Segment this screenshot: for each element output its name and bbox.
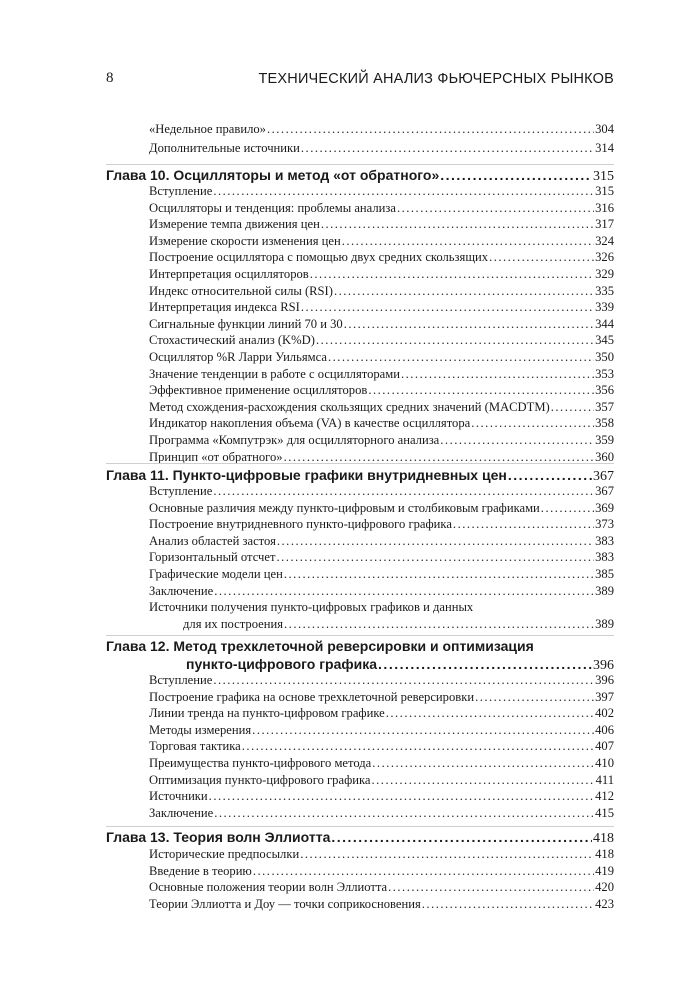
toc-entry-page: 406 <box>595 722 614 737</box>
toc-entry-page: 356 <box>595 383 614 398</box>
toc-entry-page: 415 <box>595 805 614 820</box>
toc-entry-page: 316 <box>595 200 614 215</box>
toc-entry <box>149 234 614 250</box>
toc-entry-title: Значение тенденции в работе с осцилляторами <box>149 366 400 381</box>
dot-leader <box>284 567 594 582</box>
dot-leader <box>284 617 594 632</box>
dot-leader <box>301 141 594 156</box>
toc-entry-title: Вступление <box>149 484 213 498</box>
toc-entry-title: Глава 11. Пункто-цифровые графики внутридневных цен <box>106 467 507 483</box>
toc-entry-title: Измерение скорости изменения цен <box>149 233 341 248</box>
dot-leader <box>453 517 594 532</box>
toc-entry <box>149 416 614 432</box>
dot-leader <box>508 467 592 483</box>
dot-leader <box>397 201 594 216</box>
dot-leader <box>372 773 595 788</box>
toc-entry <box>149 806 614 822</box>
toc-entry <box>149 484 614 500</box>
dot-leader <box>489 250 594 265</box>
toc-entry-page: 389 <box>595 583 614 598</box>
dot-leader <box>301 300 594 315</box>
toc-entry-page: 396 <box>595 673 614 687</box>
toc-entry-page: 418 <box>595 847 614 861</box>
toc-entry-title: Принцип «от обратного» <box>149 449 283 464</box>
toc-entry-title: Стохастический анализ (K%D) <box>149 333 315 348</box>
toc-entry-title: для их построения <box>183 616 284 631</box>
toc-entry-page: 396 <box>593 658 614 673</box>
toc-entry <box>149 567 614 583</box>
toc-entry <box>149 184 614 200</box>
toc-entry <box>149 880 614 896</box>
dot-leader <box>471 416 594 431</box>
toc-entry-page: 389 <box>595 616 614 631</box>
toc-entry-page: 350 <box>595 350 614 364</box>
toc-entry-title: Интерпретация осцилляторов <box>149 267 309 281</box>
page-number: 8 <box>106 70 114 86</box>
toc-entry <box>149 333 614 349</box>
section-divider <box>106 826 614 827</box>
toc-entry-title: Дополнительные источники <box>149 141 300 155</box>
dot-leader <box>368 383 594 398</box>
toc-entry-title: Построение графика на основе трехклеточной реверсировки <box>149 689 475 704</box>
dot-leader <box>422 897 594 912</box>
dot-leader <box>475 690 594 705</box>
toc-entry-title: Глава 12. Метод трехклеточной реверсировки и оптимизация <box>106 638 534 654</box>
toc-entry-page: 360 <box>595 449 614 464</box>
dot-leader <box>372 756 594 771</box>
dot-leader <box>213 484 594 499</box>
toc-entry <box>149 383 614 399</box>
toc-entry <box>149 690 614 706</box>
toc-entry-page: 423 <box>595 896 614 911</box>
toc-entry-title: Теории Эллиотта и Доу — точки соприкосновения <box>149 896 421 911</box>
toc-entry-title: Построение осциллятора с помощью двух средних скользящих <box>149 250 489 265</box>
toc-entry <box>149 122 614 138</box>
toc-entry-page: 373 <box>595 517 614 532</box>
dot-leader <box>213 184 594 199</box>
toc-entry-page: 412 <box>595 789 614 804</box>
toc-entry-title: Анализ областей застоя <box>149 533 276 548</box>
dot-leader <box>213 673 594 688</box>
toc-entry <box>149 317 614 333</box>
dot-leader <box>252 723 594 738</box>
toc-entry <box>149 789 614 805</box>
toc-entry-title: Горизонтальный отсчет <box>149 550 276 565</box>
toc-entry-page: 407 <box>595 739 614 754</box>
toc-entry <box>149 600 473 615</box>
toc-entry-page: 359 <box>595 433 614 447</box>
toc-entry <box>149 534 614 550</box>
toc-entry <box>149 897 614 913</box>
toc-entry-title: Исторические предпосылки <box>149 847 300 861</box>
toc-entry-page: 353 <box>595 366 614 381</box>
toc-entry-page: 304 <box>595 122 614 136</box>
toc-entry-title: Источники <box>149 789 208 804</box>
dot-leader <box>328 350 594 365</box>
toc-entry-title: Методы измерения <box>149 722 252 737</box>
toc-entry <box>149 773 614 789</box>
toc-entry-page: 397 <box>595 689 614 704</box>
toc-entry-title: Торговая тактика <box>149 739 241 754</box>
section-divider <box>106 164 614 165</box>
toc-entry-title: Графические модели цен <box>149 567 283 581</box>
toc-entry-title: пункто-цифрового графика <box>186 656 378 672</box>
toc-entry-title: Осцилляторы и тенденция: проблемы анализа <box>149 200 396 215</box>
dot-leader <box>378 656 592 672</box>
toc-entry-page: 326 <box>595 250 614 265</box>
chapter-heading <box>106 638 614 656</box>
toc-entry <box>149 847 614 863</box>
page-header <box>106 70 614 90</box>
dot-leader <box>253 864 594 879</box>
toc-entry <box>149 217 614 233</box>
toc-entry-title: Программа «Компутрэк» для осцилляторного анализа <box>149 433 440 447</box>
dot-leader <box>331 829 592 845</box>
toc-entry <box>183 617 614 632</box>
toc-entry-title: Построение внутридневного пункто-цифрового графика <box>149 517 452 532</box>
toc-entry <box>149 250 614 266</box>
toc-entry <box>149 400 614 416</box>
toc-entry <box>149 584 614 600</box>
toc-entry <box>149 517 614 533</box>
toc-entry-page: 367 <box>595 484 614 498</box>
toc-entry-page: 335 <box>595 283 614 298</box>
toc-entry <box>149 267 614 283</box>
toc-entry-page: 369 <box>595 500 614 515</box>
toc-entry-title: Заключение <box>149 583 214 598</box>
running-title: ТЕХНИЧЕСКИЙ АНАЛИЗ ФЬЮЧЕРСНЫХ РЫНКОВ <box>258 71 614 87</box>
toc-entry-page: 345 <box>595 333 614 348</box>
dot-leader <box>344 317 594 332</box>
toc-entry-page: 324 <box>595 233 614 248</box>
dot-leader <box>541 501 594 516</box>
dot-leader <box>267 122 594 137</box>
dot-leader <box>209 789 594 804</box>
dot-leader <box>334 284 594 299</box>
dot-leader <box>214 584 594 599</box>
toc-entry <box>149 739 614 755</box>
toc-entry <box>149 723 614 739</box>
toc-entry <box>149 550 614 566</box>
toc-entry <box>149 141 614 157</box>
chapter-heading <box>106 829 614 847</box>
toc-entry-page: 402 <box>595 706 614 721</box>
dot-leader <box>277 534 594 549</box>
toc-entry-title: Преимущества пункто-цифрового метода <box>149 756 372 770</box>
section-divider <box>106 463 614 464</box>
toc-entry-page: 329 <box>595 267 614 281</box>
toc-entry-page: 383 <box>595 533 614 548</box>
toc-entry-title: «Недельное правило» <box>149 122 266 136</box>
toc-entry-page: 385 <box>595 567 614 581</box>
toc-entry <box>149 350 614 366</box>
dot-leader <box>386 706 594 721</box>
toc-entry-title: Осциллятор %R Ларри Уильямса <box>149 350 327 364</box>
toc-entry-page: 383 <box>595 550 614 565</box>
chapter-heading <box>106 467 614 485</box>
toc-entry-page: 339 <box>595 300 614 315</box>
dot-leader <box>321 217 594 232</box>
toc-entry-title: Сигнальные функции линий 70 и 30 <box>149 316 343 331</box>
dot-leader <box>440 167 592 183</box>
dot-leader <box>276 550 594 565</box>
dot-leader <box>316 333 594 348</box>
toc-entry-page: 344 <box>595 316 614 331</box>
section-divider <box>106 635 614 636</box>
toc-entry-title: Оптимизация пункто-цифрового графика <box>149 772 371 787</box>
toc-entry-title: Индикатор накопления объема (VA) в качестве осциллятора <box>149 416 471 431</box>
toc-entry <box>149 300 614 316</box>
toc-entry-title: Основные различия между пункто-цифровым и столбиковым графиками <box>149 500 540 515</box>
toc-entry-title: Вступление <box>149 184 213 198</box>
toc-entry-page: 419 <box>595 863 614 878</box>
toc-entry-page: 418 <box>593 831 614 846</box>
toc-entry-title: Эффективное применение осцилляторов <box>149 383 368 398</box>
toc-entry-title: Метод схождения-расхождения скользящих средних значений (MACDTM) <box>149 399 550 414</box>
dot-leader <box>440 433 594 448</box>
toc-entry-title: Заключение <box>149 805 214 820</box>
toc-entry-page: 317 <box>595 217 614 232</box>
toc-entry <box>149 706 614 722</box>
toc-entry-title: Основные положения теории волн Эллиотта <box>149 880 388 895</box>
toc-entry-title: Глава 10. Осцилляторы и метод «от обратного» <box>106 167 440 183</box>
dot-leader <box>388 880 594 895</box>
dot-leader <box>310 267 594 282</box>
toc-entry-title: Интерпретация индекса RSI <box>149 300 300 315</box>
toc-entry <box>149 367 614 383</box>
dot-leader <box>300 847 594 862</box>
toc-entry <box>149 433 614 449</box>
dot-leader <box>551 400 594 415</box>
dot-leader <box>342 234 594 249</box>
toc-entry-page: 411 <box>595 772 614 787</box>
chapter-heading <box>106 167 614 185</box>
toc-entry-page: 315 <box>593 169 614 184</box>
toc-entry-page: 410 <box>595 756 614 770</box>
dot-leader <box>242 739 594 754</box>
dot-leader <box>214 806 594 821</box>
toc-entry <box>149 864 614 880</box>
toc-entry-title: Линии тренда на пункто-цифровом графике <box>149 706 385 721</box>
toc-entry-page: 367 <box>593 469 614 484</box>
toc-entry <box>149 201 614 217</box>
chapter-heading-continued <box>186 656 614 674</box>
toc-entry <box>149 673 614 689</box>
toc-entry-title: Индекс относительной силы (RSI) <box>149 283 333 298</box>
toc-entry-title: Измерение темпа движения цен <box>149 217 320 232</box>
toc-entry-title: Введение в теорию <box>149 863 252 878</box>
toc-entry <box>149 284 614 300</box>
toc-entry <box>149 501 614 517</box>
toc-entry-page: 420 <box>595 880 614 895</box>
toc-entry-page: 315 <box>595 184 614 198</box>
dot-leader <box>401 367 594 382</box>
toc-entry-title: Глава 13. Теория волн Эллиотта <box>106 829 331 845</box>
toc-entry-page: 357 <box>595 399 614 414</box>
toc-entry <box>149 756 614 772</box>
toc-entry-page: 314 <box>595 141 614 155</box>
toc-entry-title: Источники получения пункто-цифровых графиков и данных <box>149 600 474 615</box>
toc-entry-page: 358 <box>595 416 614 431</box>
toc-entry-title: Вступление <box>149 673 213 687</box>
